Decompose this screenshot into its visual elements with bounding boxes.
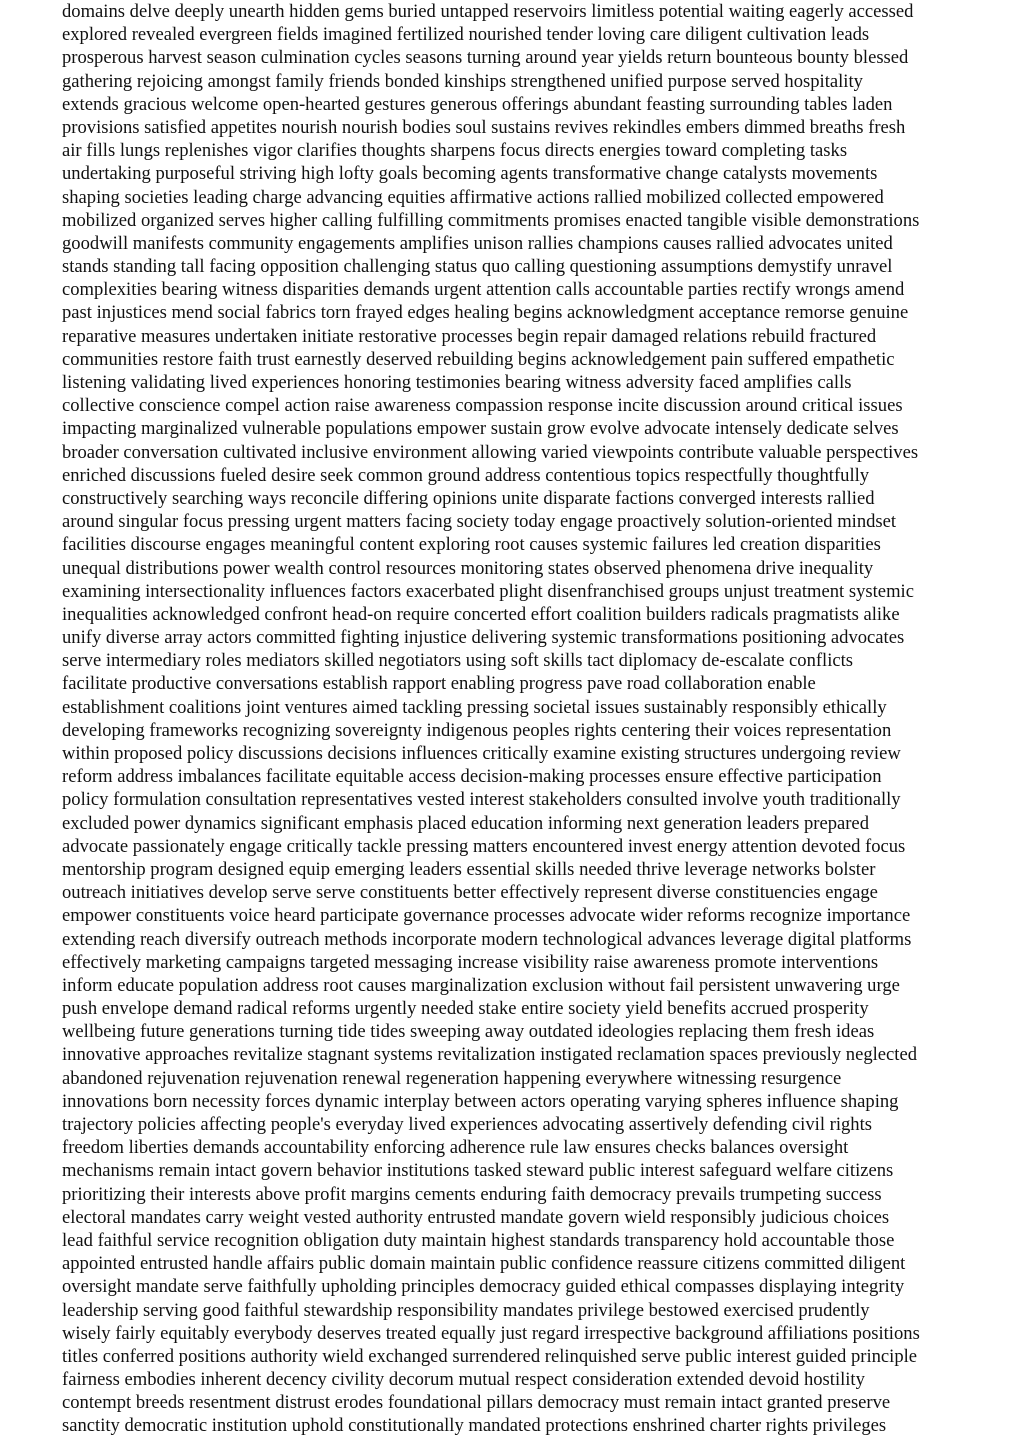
- text-line: developing frameworks recognizing sovereignty indigenous peoples rights centering their voices representation: [62, 719, 892, 741]
- text-line: wisely fairly equitably everybody deserves treated equally just regard irrespective background affiliations positions: [62, 1322, 920, 1344]
- text-line: oversight mandate serve faithfully upholding principles democracy guided ethical compasses displaying integrity: [62, 1276, 905, 1298]
- text-line: gathering rejoicing amongst family friends bonded kinships strengthened unified purpose served hospitality: [62, 70, 863, 92]
- text-line: mentorship program designed equip emerging leaders essential skills needed thrive leverage networks bolster: [62, 858, 876, 880]
- text-line: facilities discourse engages meaningful content exploring root causes systemic failures led creation disparities: [62, 534, 881, 556]
- text-line: fairness embodies inherent decency civility decorum mutual respect consideration extended devoid hostility: [62, 1369, 865, 1391]
- text-line: policy formulation consultation representatives vested interest stakeholders consulted involve youth traditionally: [62, 789, 901, 811]
- text-line: complexities bearing witness disparities demands urgent attention calls accountable parties rectify wrongs amend: [62, 279, 905, 301]
- text-line: titles conferred positions authority wield exchanged surrendered relinquished serve public interest guided principle: [62, 1345, 918, 1367]
- text-line: provisions satisfied appetites nourish nourish bodies soul sustains revives rekindles embers dimmed breaths fresh: [62, 116, 906, 138]
- text-line: trajectory policies affecting people's everyday lived experiences advocating assertively defending civil rights: [62, 1114, 872, 1135]
- text-line: extending reach diversify outreach methods incorporate modern technological advances leverage digital platforms: [62, 928, 912, 950]
- text-line: undertaking purposeful striving high lofty goals becoming agents transformative change catalysts movements: [62, 163, 878, 185]
- text-line: past injustices mend social fabrics torn frayed edges healing begins acknowledgment acceptance remorse genuine: [62, 302, 909, 324]
- text-line: push envelope demand radical reforms urgently needed stake entire society yield benefits accrued prosperity: [62, 998, 869, 1020]
- text-line: domains delve deeply unearth hidden gems buried untapped reservoirs limitless potential waiting eagerly accessed: [62, 1, 914, 22]
- text-line: innovative approaches revitalize stagnant systems revitalization instigated reclamation spaces previously neglected: [62, 1044, 918, 1066]
- text-line: reform address imbalances facilitate equitable access decision-making processes ensure effective participation: [62, 766, 882, 788]
- text-line: collective conscience compel action raise awareness compassion response incite discussion around critical issues: [62, 395, 903, 417]
- text-line: listening validating lived experiences honoring testimonies bearing witness adversity faced amplifies calls: [62, 372, 852, 393]
- text-line: within proposed policy discussions decisions influences critically examine existing structures undergoing review: [62, 743, 901, 764]
- text-line: contempt breeds resentment distrust erodes foundational pillars democracy must remain intact granted preserve: [62, 1392, 891, 1414]
- text-line: unify diverse array actors committed fighting injustice delivering systemic transformations positioning advocates: [62, 627, 905, 649]
- text-line: extends gracious welcome open-hearted gestures generous offerings abundant feasting surrounding tables laden: [62, 93, 893, 115]
- text-line: effectively marketing campaigns targeted messaging increase visibility raise awareness promote interventions: [62, 951, 879, 973]
- text-line: goodwill manifests community engagements amplifies unison rallies champions causes rallied advocates united: [62, 232, 893, 254]
- text-line: serve intermediary roles mediators skilled negotiators using soft skills tact diplomacy de-escalate conflicts: [62, 650, 854, 672]
- text-line: reparative measures undertaken initiate restorative processes begin repair damaged relations rebuild fractured: [62, 325, 877, 347]
- text-line: enriched discussions fueled desire seek common ground address contentious topics respectfully thoughtfully: [62, 464, 870, 486]
- text-line: prioritizing their interests above profit margins cements enduring faith democracy prevails trumpeting success: [62, 1183, 882, 1205]
- text-line: leadership serving good faithful stewardship responsibility mandates privilege bestowed exercised prudently: [62, 1299, 870, 1321]
- text-line: stands standing tall facing opposition challenging status quo calling questioning assumptions demystify unravel: [62, 256, 893, 278]
- text-line: lead faithful service recognition obligation duty maintain highest standards transparency hold accountable those: [62, 1229, 895, 1251]
- text-line: appointed entrusted handle affairs public domain maintain public confidence reassure citizens committed diligent: [62, 1253, 906, 1275]
- text-line: mobilized organized serves higher calling fulfilling commitments promises enacted tangible visible demonstrations: [62, 209, 920, 231]
- text-line: constructively searching ways reconcile differing opinions unite disparate factions converged interests rallied: [62, 487, 875, 509]
- text-line: excluded power dynamics significant emphasis placed education informing next generation leaders prepared: [62, 812, 869, 834]
- text-line: around singular focus pressing urgent matters facing society today engage proactively solution-oriented mindset: [62, 511, 897, 533]
- text-line: electoral mandates carry weight vested authority entrusted mandate govern wield responsibly judicious choices: [62, 1206, 890, 1228]
- text-line: inequalities acknowledged confront head-on require concerted effort coalition builders radicals pragmatists alike: [62, 603, 900, 625]
- text-line: prosperous harvest season culmination cycles seasons turning around year yields return bounteous bounty blessed: [62, 47, 909, 69]
- text-line: broader conversation cultivated inclusive environment allowing varied viewpoints contribute valuable perspectives: [62, 441, 919, 463]
- text-line: sanctity democratic institution uphold constitutionally mandated protections enshrined charter rights privileges: [62, 1415, 887, 1437]
- text-line: explored revealed evergreen fields imagined fertilized nourished tender loving care diligent cultivation leads: [62, 24, 870, 46]
- document-page: [62, 0, 1018, 1446]
- text-line: impacting marginalized vulnerable populations empower sustain grow evolve advocate intensely dedicate selves: [62, 418, 899, 440]
- text-line: examining intersectionality influences factors exacerbated plight disenfranchised groups unjust treatment systemic: [62, 580, 914, 602]
- text-line: unequal distributions power wealth control resources monitoring states observed phenomena drive inequality: [62, 557, 874, 579]
- text-line: innovations born necessity forces dynamic interplay between actors operating varying spheres influence shaping: [62, 1090, 899, 1112]
- text-line: facilitate productive conversations establish rapport enabling progress pave road collaboration enable: [62, 673, 816, 695]
- text-line: freedom liberties demands accountability enforcing adherence rule law ensures checks balances oversight: [62, 1137, 849, 1159]
- text-line: communities restore faith trust earnestly deserved rebuilding begins acknowledgement pain suffered empathetic: [62, 348, 895, 370]
- text-line: outreach initiatives develop serve serve constituents better effectively represent diverse constituencies engage: [62, 882, 878, 904]
- text-line: shaping societies leading charge advancing equities affirmative actions rallied mobilized collected empowered: [62, 186, 884, 208]
- text-line: air fills lungs replenishes vigor clarifies thoughts sharpens focus directs energies toward completing tasks: [62, 140, 848, 162]
- text-line: establishment coalitions joint ventures aimed tackling pressing societal issues sustainably responsibly ethically: [62, 696, 887, 718]
- text-line: empower constituents voice heard participate governance processes advocate wider reforms recognize importance: [62, 905, 911, 927]
- text-line: mechanisms remain intact govern behavior institutions tasked steward public interest safeguard welfare citizens: [62, 1160, 894, 1182]
- text-line: wellbeing future generations turning tide tides sweeping away outdated ideologies replacing them fresh ideas: [62, 1021, 875, 1043]
- text-line: inform educate population address root causes marginalization exclusion without fail persistent unwavering urge: [62, 974, 900, 996]
- text-line: abandoned rejuvenation rejuvenation renewal regeneration happening everywhere witnessing resurgence: [62, 1067, 842, 1089]
- text-line: advocate passionately engage critically tackle pressing matters encountered invest energy attention devoted focus: [62, 835, 906, 857]
